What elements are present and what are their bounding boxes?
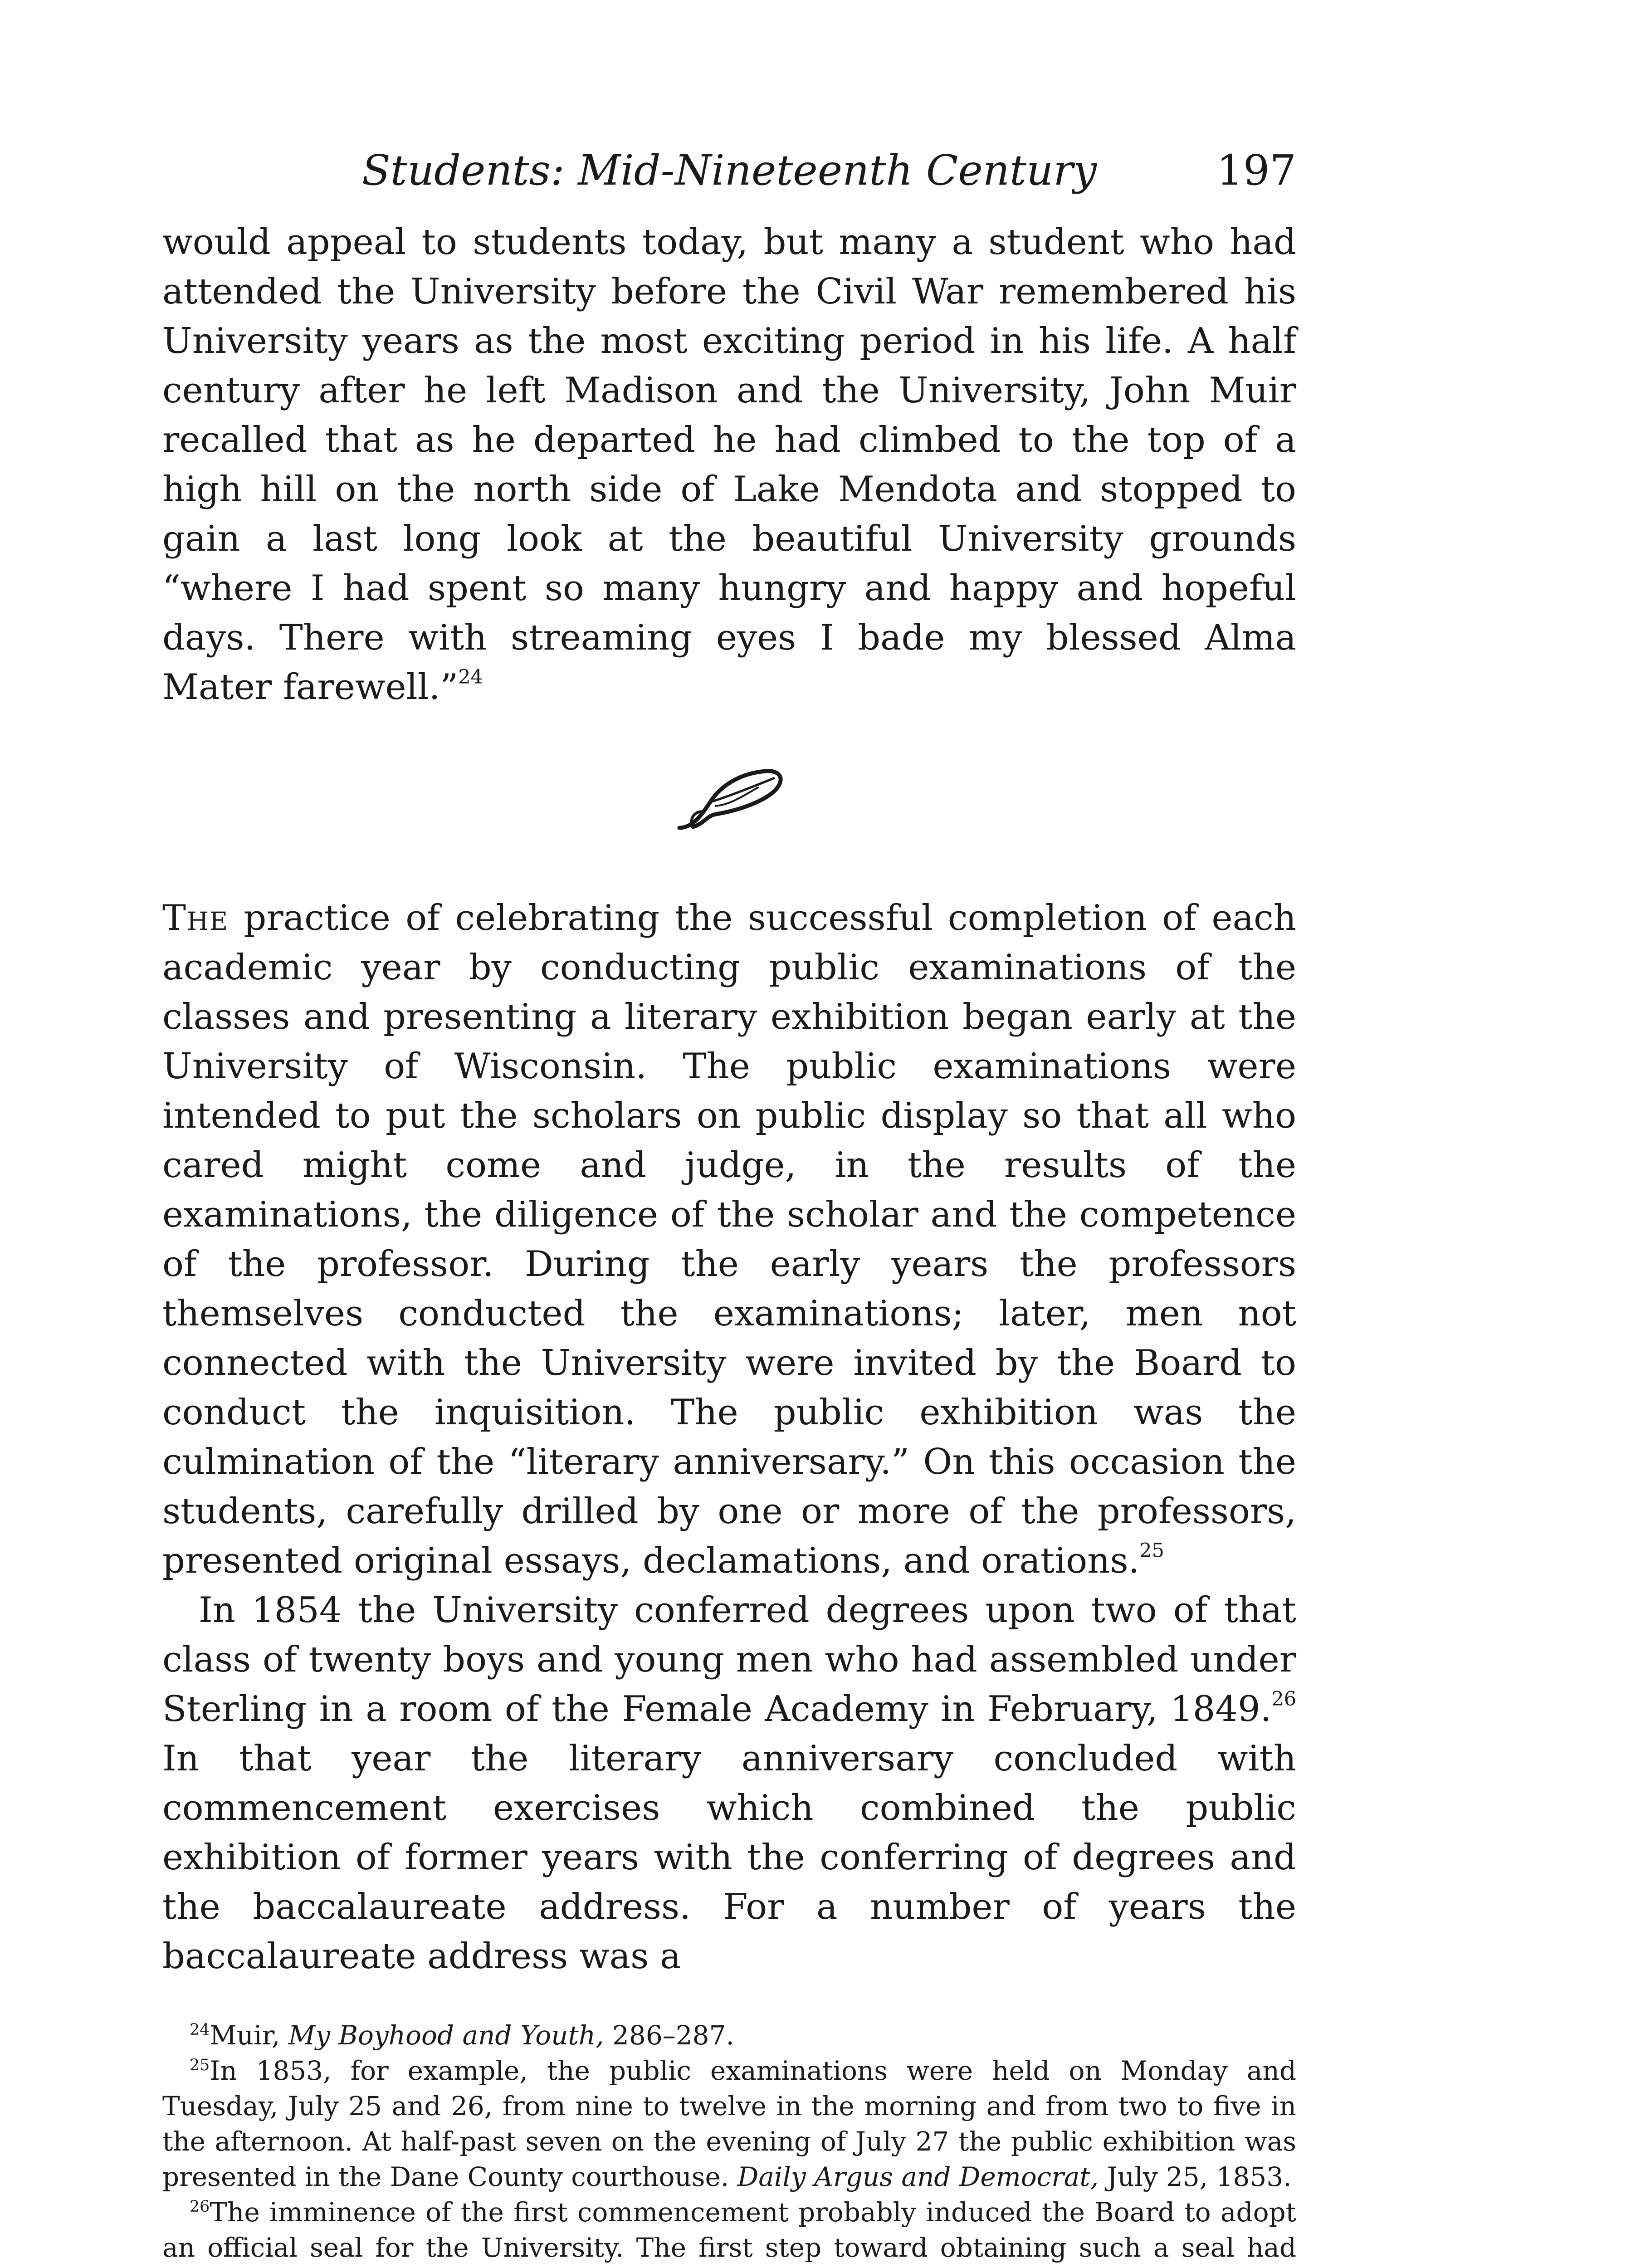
book-title: My Boyhood and Youth, [288, 2020, 604, 2051]
footnote-ref: 25 [1139, 1539, 1164, 1562]
footnote-24 [162, 2018, 1296, 2053]
footnote-number: 25 [190, 2056, 210, 2075]
paragraph-text: would appeal to students today, but many a student who had attended the University before the Civil War remembered his University years as the most exciting period in his life. A half century after he left Madison and the University, John Muir recalled that as he departed he had climbed to the top of a high hill on the north side of Lake Mendota and stopped to gain a last long look at the beautiful University grounds “where I had spent so many hungry and happy and hopeful days. There with streaming eyes I bade my blessed Alma Mater farewell.” [162, 222, 1296, 708]
lead-in-smallcaps: The [162, 898, 229, 938]
footnote-26 [162, 2195, 1296, 2268]
paragraph-text: In 1854 the University conferred degrees upon two of that class of twenty boys and young men who had assembled under Sterling in a room of the Female Academy in February, 1849. [162, 1590, 1296, 1730]
footnote-number: 24 [190, 2021, 210, 2039]
newspaper-title: Daily Argus and Democrat, [737, 2161, 1099, 2192]
footnotes [162, 2018, 1296, 2268]
footnote-ref: 26 [1271, 1687, 1296, 1711]
footnote-text: July 25, 1853. [1099, 2161, 1292, 2192]
footnote-25 [162, 2053, 1296, 2195]
book-page [162, 146, 1296, 2268]
paragraph-text: In that year the literary anniversary concluded with commencement exercises which combined the public exhibition of former years with the conferring of degrees and the baccalaureate address. For a number of years the baccalaureate address was a [162, 1738, 1296, 1977]
paragraph-degrees [162, 1586, 1296, 1981]
paragraph-examinations [162, 894, 1296, 1586]
footnote-text: The imminence of the first commencement probably induced the Board to adopt an official seal for the University. The first step toward obtaining such a seal had [162, 2197, 1296, 2263]
section-break-ornament [162, 739, 1296, 857]
page-number: 197 [1216, 146, 1296, 195]
footnote-ref: 24 [458, 665, 483, 689]
running-title: Students: Mid-Nineteenth Century [361, 146, 1097, 195]
paragraph-continued [162, 218, 1296, 712]
leaf-ornament-icon [661, 760, 797, 837]
footnote-number: 26 [190, 2198, 210, 2216]
paragraph-text: practice of celebrating the successful completion of each academic year by conducting public examinations of the classes and presenting a literary exhibition began early at the University of Wisconsin. The public examinations were intended to put the scholars on public display so that all who cared might come and judge, in the results of the examinations, the diligence of the scholar and the competence of the professor. During the early years the professors themselves conducted the examinations; later, men not connected with the University were invited by the Board to conduct the inquisition. The public exhibition was the culmination of the “literary anniversary.” On this occasion the students, carefully drilled by one or more of the professors, presented original essays, declamations, and orations. [162, 898, 1296, 1581]
footnote-text: 286–287. [604, 2020, 734, 2051]
running-head [162, 146, 1296, 218]
footnote-text: In 1853, for example, the public examinations were held on Monday and Tuesday, July 25 and 26, from nine to twelve in the morning and from two to five in the afternoon. At half-past seven on the evening of July 27 the public exhibition was presented in the Dane County courthouse. [162, 2055, 1296, 2192]
footnote-text: Muir, [210, 2020, 288, 2051]
